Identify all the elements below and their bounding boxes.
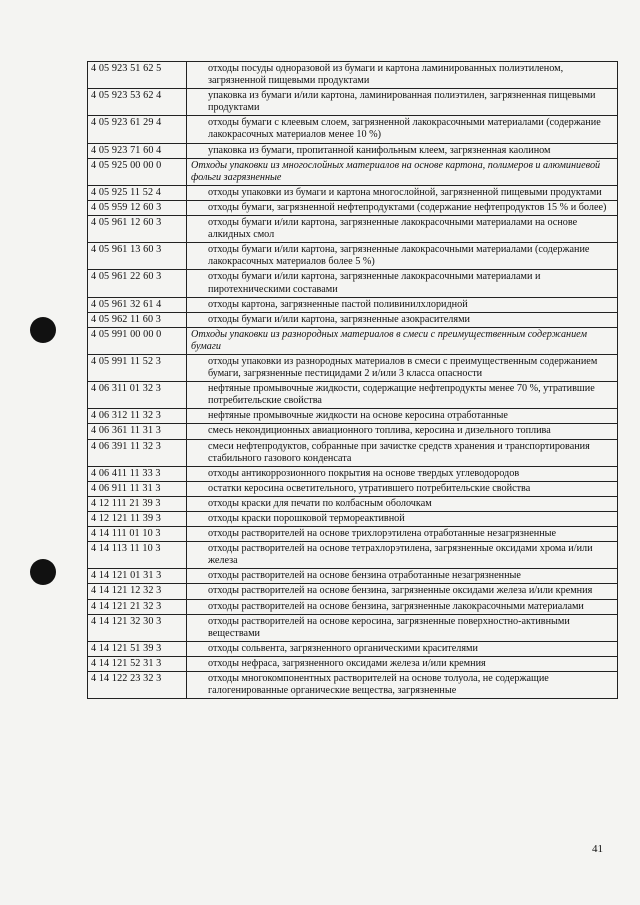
waste-description-cell (187, 216, 618, 243)
table-row (88, 584, 618, 599)
waste-code: 4 05 961 32 61 4 (88, 297, 187, 312)
waste-description-cell (187, 641, 618, 656)
waste-code: 4 05 925 00 00 0 (88, 158, 187, 185)
waste-description-cell (187, 542, 618, 569)
waste-code: 4 05 962 11 60 3 (88, 312, 187, 327)
waste-code: 4 05 959 12 60 3 (88, 200, 187, 215)
table-row (88, 354, 618, 381)
waste-description: отходы бумаги и/или картона, загрязненные лакокрасочными материалами (содержание лакокрасочных материалов более 5 %) (208, 244, 590, 268)
waste-description-cell (187, 409, 618, 424)
waste-code: 4 14 122 23 32 3 (88, 672, 187, 699)
waste-code: 4 14 113 11 10 3 (88, 542, 187, 569)
waste-code: 4 06 311 01 32 3 (88, 382, 187, 409)
waste-codes-table (87, 61, 618, 699)
waste-description-cell (187, 116, 618, 143)
waste-description-cell (187, 527, 618, 542)
group-row (88, 327, 618, 354)
waste-description-cell (187, 354, 618, 381)
waste-code: 4 14 121 12 32 3 (88, 584, 187, 599)
waste-description-cell (187, 599, 618, 614)
waste-description: отходы растворителей на основе керосина, загрязненные поверхностно-активными веществами (208, 615, 570, 639)
group-row (88, 158, 618, 185)
table-row (88, 424, 618, 439)
table-row (88, 216, 618, 243)
table-row (88, 481, 618, 496)
waste-description-cell (187, 62, 618, 89)
waste-code: 4 14 121 51 39 3 (88, 641, 187, 656)
waste-code: 4 06 411 11 33 3 (88, 466, 187, 481)
waste-description-cell (187, 312, 618, 327)
waste-description-cell (187, 200, 618, 215)
table-row (88, 409, 618, 424)
waste-description-cell (187, 672, 618, 699)
waste-code: 4 05 923 51 62 5 (88, 62, 187, 89)
table-row (88, 185, 618, 200)
table-row (88, 62, 618, 89)
table-row (88, 672, 618, 699)
waste-description: отходы упаковки из бумаги и картона многослойной, загрязненной пищевыми продуктами (208, 186, 602, 198)
waste-description: отходы бумаги, загрязненной нефтепродуктами (содержание нефтепродуктов 15 % и более) (208, 201, 607, 213)
table-row (88, 382, 618, 409)
waste-description: смеси нефтепродуктов, собранные при зачистке средств хранения и транспортирования стабильного газового конденсата (208, 440, 590, 464)
waste-description: отходы упаковки из разнородных материалов в смеси с преимущественным содержанием бумаги, загрязненные пестицидами 2 и/или 3 класса опасности (208, 355, 598, 380)
waste-code: 4 06 911 11 31 3 (88, 481, 187, 496)
table-row (88, 312, 618, 327)
table-row (88, 270, 618, 297)
table-row (88, 116, 618, 143)
table-row (88, 143, 618, 158)
waste-description-cell (187, 439, 618, 466)
waste-description-cell (187, 382, 618, 409)
waste-description-cell (187, 584, 618, 599)
waste-code: 4 05 923 71 60 4 (88, 143, 187, 158)
waste-description-cell (187, 297, 618, 312)
table-body (88, 62, 618, 699)
waste-description: отходы краски порошковой термореактивной (208, 513, 405, 524)
waste-description: отходы бумаги и/или картона, загрязненные лакокрасочными материалами и пиротехническими составами (208, 271, 541, 295)
waste-description: отходы бумаги и/или картона, загрязненные лакокрасочными материалами на основе алкидных смол (208, 217, 578, 241)
waste-code: 4 05 925 11 52 4 (88, 185, 187, 200)
table-row (88, 466, 618, 481)
waste-description-cell (187, 496, 618, 511)
waste-description: остатки керосина осветительного, утратившего потребительские свойства (208, 482, 531, 494)
waste-description: отходы растворителей на основе бензина отработанные незагрязненные (208, 570, 521, 582)
waste-code: 4 05 923 61 29 4 (88, 116, 187, 143)
waste-description: отходы антикоррозионного покрытия на основе твердых углеводородов (208, 467, 520, 479)
table-row (88, 599, 618, 614)
waste-description: отходы бумаги и/или картона, загрязненные азокрасителями (208, 313, 470, 325)
table-row (88, 496, 618, 511)
table-row (88, 542, 618, 569)
waste-code: 4 05 961 22 60 3 (88, 270, 187, 297)
waste-description-cell (187, 158, 618, 185)
table-row (88, 243, 618, 270)
waste-description-cell (187, 569, 618, 584)
waste-code: 4 14 111 01 10 3 (88, 527, 187, 542)
table-row (88, 439, 618, 466)
waste-code: 4 06 361 11 31 3 (88, 424, 187, 439)
waste-description-cell (187, 481, 618, 496)
table-row (88, 656, 618, 671)
table-row (88, 297, 618, 312)
waste-description: нефтяные промывочные жидкости, содержащие нефтепродукты менее 70 %, утратившие потребительские свойства (208, 383, 595, 407)
waste-code: 4 14 121 21 32 3 (88, 599, 187, 614)
waste-description: отходы бумаги с клеевым слоем, загрязненной лакокрасочными материалами (содержание лакокрасочных материалов менее 10 %) (208, 117, 601, 141)
waste-code: 4 14 121 01 31 3 (88, 569, 187, 584)
waste-code: 4 05 991 00 00 0 (88, 327, 187, 354)
waste-description: отходы растворителей на основе бензина, загрязненные лакокрасочными материалами (208, 600, 584, 612)
waste-description-cell (187, 327, 618, 354)
waste-description: отходы посуды одноразовой из бумаги и картона ламинированных полиэтиленом, загрязненной пищевыми продуктами (208, 63, 564, 87)
table-row (88, 89, 618, 116)
table-row (88, 512, 618, 527)
waste-description: отходы растворителей на основе трихлорэтилена отработанные незагрязненные (208, 528, 557, 540)
table-row (88, 614, 618, 641)
waste-description: нефтяные промывочные жидкости на основе керосина отработанные (208, 410, 508, 422)
table-row (88, 200, 618, 215)
waste-description: отходы растворителей на основе тетрахлорэтилена, загрязненные оксидами хрома и/или железа (208, 543, 593, 567)
table-row (88, 527, 618, 542)
waste-description-cell (187, 243, 618, 270)
punch-hole (30, 317, 56, 343)
waste-description: отходы растворителей на основе бензина, загрязненные оксидами железа и/или кремния (208, 585, 593, 597)
waste-code: 4 05 961 12 60 3 (88, 216, 187, 243)
waste-description: отходы краски для печати по колбасным оболочкам (208, 497, 432, 509)
waste-code: 4 06 312 11 32 3 (88, 409, 187, 424)
page-number: 41 (592, 843, 603, 855)
waste-code: 4 14 121 32 30 3 (88, 614, 187, 641)
waste-description-cell (187, 185, 618, 200)
waste-code: 4 12 111 21 39 3 (88, 496, 187, 511)
waste-description-cell (187, 143, 618, 158)
waste-description: отходы нефраса, загрязненного оксидами железа и/или кремния (208, 657, 486, 669)
waste-description: упаковка из бумаги и/или картона, ламинированная полиэтилен, загрязненная пищевыми продуктами (208, 90, 596, 114)
waste-description-cell (187, 424, 618, 439)
table-row (88, 641, 618, 656)
waste-code: 4 05 961 13 60 3 (88, 243, 187, 270)
waste-description-cell (187, 89, 618, 116)
waste-description-cell (187, 466, 618, 481)
waste-code: 4 12 121 11 39 3 (88, 512, 187, 527)
table-row (88, 569, 618, 584)
punch-hole (30, 559, 56, 585)
waste-description-cell (187, 656, 618, 671)
waste-code: 4 06 391 11 32 3 (88, 439, 187, 466)
waste-description: Отходы упаковки из разнородных материалов в смеси с преимущественным содержанием бумаги (191, 328, 587, 352)
waste-description-cell (187, 614, 618, 641)
waste-code: 4 05 923 53 62 4 (88, 89, 187, 116)
waste-description: Отходы упаковки из многослойных материалов на основе картона, полимеров и алюминиевой фольги загрязненные (191, 159, 601, 183)
waste-description: отходы многокомпонентных растворителей на основе толуола, не содержащие галогенированные органические вещества, загрязненные (208, 673, 549, 697)
waste-description-cell (187, 270, 618, 297)
waste-description: упаковка из бумаги, пропитанной канифольным клеем, загрязненная каолином (208, 144, 551, 156)
waste-description: отходы сольвента, загрязненного органическими красителями (208, 642, 478, 654)
waste-description-cell (187, 512, 618, 527)
waste-description: смесь некондиционных авиационного топлива, керосина и дизельного топлива (208, 425, 551, 437)
waste-description: отходы картона, загрязненные пастой поливинилхлоридной (208, 298, 468, 310)
waste-code: 4 05 991 11 52 3 (88, 354, 187, 381)
waste-code: 4 14 121 52 31 3 (88, 656, 187, 671)
